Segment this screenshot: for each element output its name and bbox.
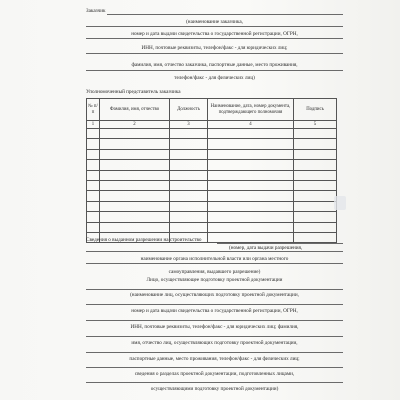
table-cell[interactable]	[294, 232, 337, 242]
column-number: 1	[87, 121, 100, 129]
table-cell[interactable]	[87, 191, 100, 201]
permit-line-1	[86, 251, 343, 252]
representatives-table	[86, 98, 337, 243]
column-number: 4	[208, 121, 294, 129]
table-cell[interactable]	[208, 191, 294, 201]
column-header: Подпись	[294, 99, 337, 121]
designer-line-3	[86, 336, 343, 337]
table-cell[interactable]	[294, 180, 337, 190]
table-cell[interactable]	[294, 222, 337, 232]
column-header: Должность	[170, 99, 208, 121]
table-cell[interactable]	[100, 129, 170, 139]
designer-label: Лицо, осуществляющее подготовку проектной документации	[146, 277, 283, 283]
column-header: Фамилия, имя, отчество	[100, 99, 170, 121]
table-cell[interactable]	[170, 191, 208, 201]
table-cell[interactable]	[170, 149, 208, 159]
table-cell[interactable]	[100, 139, 170, 149]
table-cell[interactable]	[208, 170, 294, 180]
table-cell[interactable]	[100, 222, 170, 232]
table-cell[interactable]	[87, 139, 100, 149]
permit-field-line	[217, 243, 343, 244]
permit-hint-2: наименование органа исполнительной власти или органа местного	[140, 256, 289, 262]
table-cell[interactable]	[294, 160, 337, 170]
table-row	[87, 149, 337, 159]
table-cell[interactable]	[100, 149, 170, 159]
table-body	[87, 129, 337, 243]
table-row	[87, 222, 337, 232]
customer-hint-2: номер и дата выдачи свидетельства о государственной регистрации, ОГРН,	[131, 31, 298, 37]
table-cell[interactable]	[208, 139, 294, 149]
column-number: 2	[100, 121, 170, 129]
designer-line-0	[86, 289, 343, 290]
customer-label: Заказчик	[86, 8, 106, 14]
table-cell[interactable]	[87, 180, 100, 190]
table-row	[87, 160, 337, 170]
table-cell[interactable]	[170, 222, 208, 232]
column-header: № п/п	[87, 99, 100, 121]
table-cell[interactable]	[87, 129, 100, 139]
permit-line-2	[86, 263, 343, 264]
table-cell[interactable]	[100, 201, 170, 211]
table-cell[interactable]	[208, 232, 294, 242]
designer-hint-3: ИНН, почтовые реквизиты, телефон/факс - для юридических лиц; фамилия,	[130, 324, 299, 330]
table-cell[interactable]	[100, 170, 170, 180]
customer-hint-5: телефон/факс - для физических лиц)	[174, 75, 255, 81]
column-number: 3	[170, 121, 208, 129]
designer-hint-7: осуществляющими подготовку проектной документации)	[150, 386, 279, 392]
table-cell[interactable]	[294, 191, 337, 201]
customer-line-3	[86, 53, 343, 54]
table-cell[interactable]	[170, 201, 208, 211]
designer-hint-4: имя, отчество лиц, осуществляющих подготовку проектной документации,	[131, 340, 298, 346]
table-cell[interactable]	[208, 129, 294, 139]
faint-mark	[334, 196, 346, 210]
table-cell[interactable]	[87, 170, 100, 180]
designer-hint-6: сведения о разделах проектной документации, подготовленных лицами,	[134, 371, 295, 377]
designer-line-4	[86, 352, 343, 353]
table-cell[interactable]	[87, 222, 100, 232]
permit-hint-3: самоуправления, выдавшего разрешение)	[168, 269, 261, 275]
table-cell[interactable]	[208, 222, 294, 232]
table-cell[interactable]	[170, 129, 208, 139]
table-cell[interactable]	[100, 160, 170, 170]
table-number-row	[87, 121, 337, 129]
table-cell[interactable]	[100, 191, 170, 201]
table-cell[interactable]	[170, 139, 208, 149]
customer-field-line	[107, 14, 343, 15]
table-cell[interactable]	[294, 212, 337, 222]
table-row	[87, 201, 337, 211]
column-header: Наименование, дата, номер документа, подтверждающего полномочия	[208, 99, 294, 121]
table-cell[interactable]	[87, 149, 100, 159]
table-cell[interactable]	[208, 149, 294, 159]
table-cell[interactable]	[87, 212, 100, 222]
table-cell[interactable]	[170, 180, 208, 190]
table-cell[interactable]	[208, 160, 294, 170]
customer-hint-3: ИНН, почтовые реквизиты, телефон/факс - для юридических лиц;	[141, 45, 288, 51]
table-cell[interactable]	[294, 139, 337, 149]
table-cell[interactable]	[87, 160, 100, 170]
table-header-row	[87, 99, 337, 121]
table-row	[87, 170, 337, 180]
designer-line-2	[86, 320, 343, 321]
designer-hint: (наименование лиц, осуществляющих подготовку проектной документации,	[130, 292, 299, 298]
table-row	[87, 139, 337, 149]
table-cell[interactable]	[208, 201, 294, 211]
customer-hint-4: фамилия, имя, отчество заказчика, паспортные данные, место проживания,	[131, 62, 298, 68]
permit-hint: (номер, дата выдачи разрешения,	[229, 245, 303, 251]
permit-label: Сведения о выданном разрешении на строительство	[86, 237, 202, 243]
table-cell[interactable]	[100, 180, 170, 190]
customer-hint: (наименование заказчика,	[186, 19, 243, 25]
table-cell[interactable]	[170, 170, 208, 180]
designer-hint-2: номер и дата выдачи свидетельства о государственной регистрации, ОГРН,	[131, 308, 298, 314]
representative-title: Уполномоченный представитель заказчика	[86, 89, 181, 95]
customer-line-4	[86, 70, 343, 71]
table-cell[interactable]	[100, 212, 170, 222]
designer-line-1	[86, 304, 343, 305]
table-cell[interactable]	[170, 212, 208, 222]
table-cell[interactable]	[208, 212, 294, 222]
customer-line-2	[86, 38, 343, 39]
designer-hint-5: паспортные данные, место проживания, телефон/факс - для физических лиц;	[129, 356, 300, 362]
table-cell[interactable]	[170, 160, 208, 170]
table-row	[87, 129, 337, 139]
table-cell[interactable]	[87, 201, 100, 211]
table-cell[interactable]	[294, 170, 337, 180]
table-row	[87, 191, 337, 201]
table-row	[87, 180, 337, 190]
designer-line-5	[86, 367, 343, 368]
designer-line-6	[86, 382, 343, 383]
table-cell[interactable]	[208, 180, 294, 190]
column-number: 5	[294, 121, 337, 129]
table-row	[87, 212, 337, 222]
table-cell[interactable]	[294, 201, 337, 211]
table-cell[interactable]	[294, 149, 337, 159]
table-cell[interactable]	[294, 129, 337, 139]
customer-line-1	[86, 26, 343, 27]
